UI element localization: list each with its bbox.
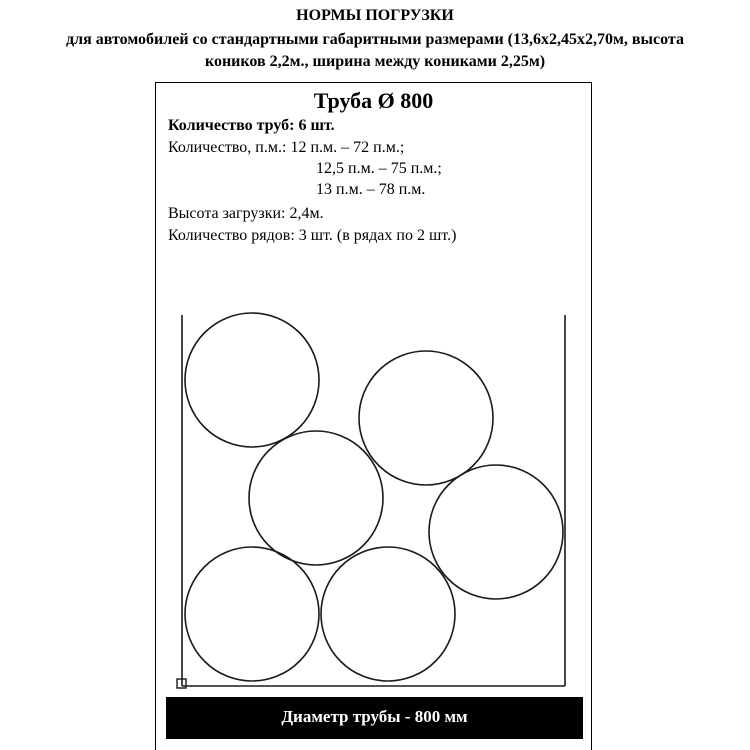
card-title: Труба Ø 800: [313, 88, 434, 113]
meters-value-3: 13 п.м. – 78 п.м.: [316, 181, 426, 198]
load-height: Высота загрузки: 2,4м.: [168, 205, 324, 222]
pipe-circle: [359, 351, 493, 485]
page-title: НОРМЫ ПОГРУЗКИ: [296, 7, 454, 24]
page-subtitle-line1: для автомобилей со стандартными габаритными размерами (13,6х2,45х2,70м, высота: [66, 31, 684, 48]
meters-label-text: Количество, п.м.:: [168, 139, 287, 156]
pipe-circle: [429, 465, 563, 599]
meters-value-1: 12 п.м. – 72 п.м.;: [290, 139, 405, 156]
page-subtitle-line2: коников 2,2м., ширина между кониками 2,25м): [204, 53, 546, 70]
pipe-circle: [249, 431, 383, 565]
pipe-circle: [185, 313, 319, 447]
pipe-circle: [185, 547, 319, 681]
meters-value-2: 12,5 п.м. – 75 п.м.;: [316, 160, 442, 177]
pipe-count: Количество труб: 6 шт.: [168, 117, 335, 134]
diameter-caption: Диаметр трубы - 800 мм: [166, 697, 583, 739]
pipe-circle: [321, 547, 455, 681]
rows-count: Количество рядов: 3 шт. (в рядах по 2 шт.): [168, 227, 457, 244]
